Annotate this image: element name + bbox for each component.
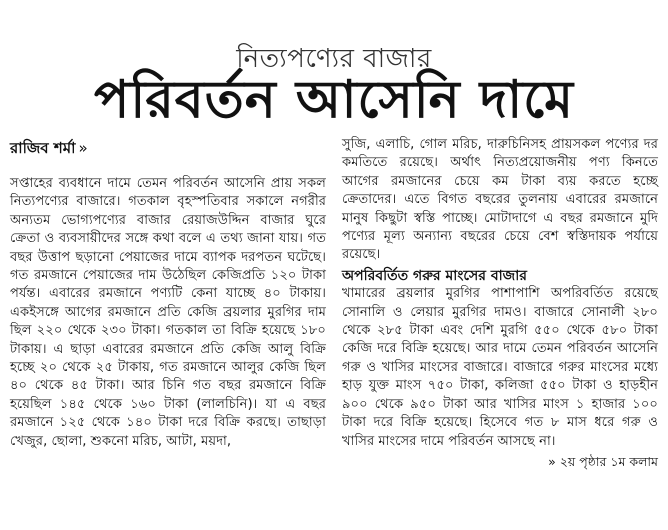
subheading: অপরিবর্তিত গরুর মাংসের বাজার <box>342 267 527 284</box>
article-paragraph-second: খামারের ব্রয়লার মুরগির পাশাপাশি অপরিবর্তিত রয়েছে সোনালি ও লেয়ার মুরগির দামও। বাজারে সোনালী ২৮০ থেকে ২৮৫ টাকা এবং দেশি মুরগি ৫৫০ থেকে ৫৮০ টাকা কেজি দরে বিক্রি হয়েছে। আর দামে তেমন পরিবর্তন আসেনি গরু ও খাসির মাংসের বাজারে। বাজারে গরুর মাংসের মধ্যে হাড় যুক্ত মাংস ৭৫০ টাকা, কলিজা ৫৫০ টাকা ও হাড়হীন ৯০০ থেকে ৯৫০ টাকা আর খাসির মাংস ১ হাজার ১০০ টাকা দরে বিক্রি হয়েছে। হিসেবে গত ৮ মাস ধরে গরু ও খাসির মাংসের দামে পরিবর্তন আসছে না। <box>342 286 658 449</box>
byline-author: রাজিব শর্মা <box>10 139 76 157</box>
article-paragraph-continued: সুজি, এলাচি, গোল মরিচ, দারুচিনিসহ প্রায়সকল পণ্যের দর কমতিতে রয়েছে। অর্থাৎ নিত্যপ্রয়োজনীয় পণ্য কিনতে আগের রমজানের চেয়ে কম টাকা ব্যয় করতে হচ্ছে ক্রেতাদের। এতে বিগত বছরের তুলনায় এবারের রমজানে মানুষ কিছুটা স্বস্তি পাচ্ছে। মোটাদাগে এ বছর রমজানে মুদি পণ্যের মূল্য অন্যান্য বছরের চেয়ে বেশ স্বস্তিদায়ক পর্যায়ে রয়েছে। <box>342 137 658 263</box>
column-right <box>342 136 658 471</box>
article-paragraph: সপ্তাহের ব্যবধানে দামে তেমন পরিবর্তন আসেনি প্রায় সকল নিত্যপণ্যের বাজারে। গতকাল বৃহস্পতিবার সকালে নগরীর অন্যতম ভোগ্যপণ্যের বাজার রেয়াজউদ্দিন বাজার ঘুরে ক্রেতা ও ব্যবসায়ীদের সঙ্গে কথা বলে এ তথ্য জানা যায়। গত বছর উত্তাপ ছড়ানো পেয়াজের দামে ব্যাপক দরপতন ঘটেছে। গত রমজানে পেয়াজের দাম উঠেছিল কেজিপ্রতি ১২০ টাকা পর্যন্ত। এবারের রমজানে পণ্যটি কেনা যাচ্ছে ৪০ টাকায়। একইসঙ্গে আগের রমজানে প্রতি কেজি ব্রয়লার মুরগির দাম ছিল ২২০ থেকে ২৩০ টাকা। গতকাল তা বিক্রি হয়েছে ১৮০ টাকায়। এ ছাড়া এবারের রমজানে প্রতি কেজি আলু বিক্রি হচ্ছে ২০ থেকে ২৫ টাকায়, গত রমজানে আলুর কেজি ছিল ৪০ থেকে ৪৫ টাকা। আর চিনি গত বছর রমজানে বিক্রি হয়েছিল ১৪৫ থেকে ১৬০ টাকা (লালচিনি)। যা এ বছর রমজানে ১২৫ থেকে ১৪০ টাকা দরে বিক্রি করছে। তাছাড়া খেজুর, ছোলা, শুকনো মরিচ, আটা, ময়দা, <box>10 176 326 449</box>
headline: পরিবর্তন আসেনি দামে <box>94 70 574 130</box>
byline <box>10 136 326 161</box>
kicker-title: নিত্যপণ্যের বাজার <box>236 44 432 74</box>
continued-link[interactable]: » ২য় পৃষ্ঠার ১ম কলাম <box>548 453 658 469</box>
article-header <box>0 0 668 138</box>
column-left <box>10 136 326 451</box>
byline-mark: » <box>78 139 88 157</box>
